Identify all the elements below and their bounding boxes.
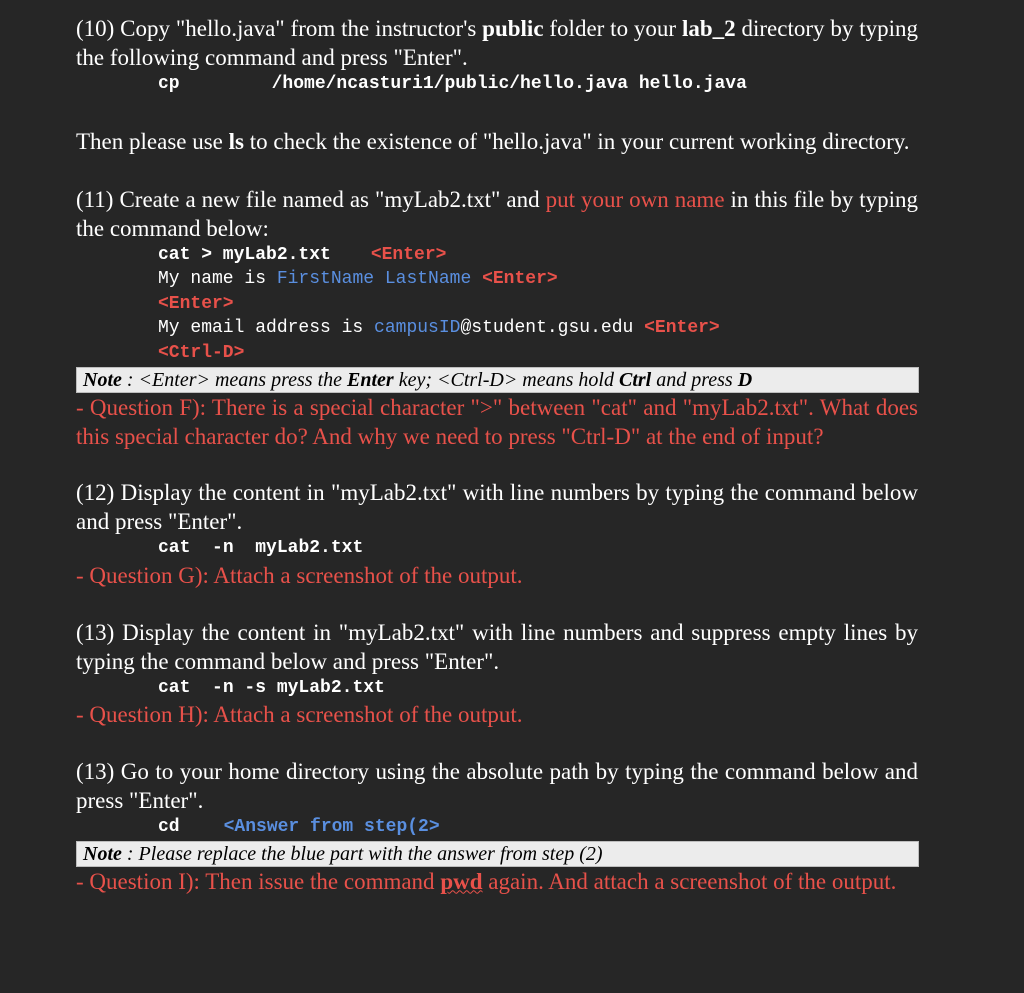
cp-cmd-name: cp (158, 74, 180, 94)
cd-command (76, 815, 918, 840)
ctrl-d-line (76, 341, 918, 366)
ns-args: -n -s myLab2.txt (212, 677, 385, 698)
ls-instruction (76, 127, 918, 156)
own-name-highlight: put your own name (545, 186, 725, 212)
step-10-post: directory by typing the following command and press "Enter". (76, 16, 918, 70)
question-h: - Question H): Attach a screenshot of the output. (76, 702, 523, 727)
note-box-replace (76, 841, 919, 867)
answer-placeholder: <Answer from step(2> (223, 817, 440, 837)
enter-key-3: <Enter> (158, 293, 234, 314)
lab2-dir-bold: lab_2 (681, 16, 736, 41)
blank-line (76, 292, 918, 317)
note-sep: : <Enter> means press the (121, 369, 347, 391)
step-11-pre: (11) Create a new file named as "myLab2.txt" and (76, 186, 546, 212)
campus-id-placeholder: campusID (374, 318, 461, 338)
question-i-post: again. And attach a screenshot of the output. (482, 868, 897, 894)
cp-cmd-args: /home/ncasturi1/public/hello.java hello.java (271, 74, 747, 94)
email-line (76, 316, 918, 341)
pwd-cmd: pwd (440, 868, 483, 894)
note-mid: key; <Ctrl-D> means hold (393, 369, 619, 391)
cat-cmd-2: cat (158, 677, 191, 698)
step-10-text (76, 14, 918, 72)
note-text-2: : Please replace the blue part with the answer from step (2) (121, 842, 603, 865)
enter-key-1: <Enter> (370, 244, 447, 265)
question-g: - Question G): Attach a screenshot of the output. (76, 562, 523, 588)
note-enter: Enter (347, 369, 394, 391)
step-11-text (76, 185, 918, 243)
n-flag: -n (212, 538, 234, 558)
ls-post: to check the existence of "hello.java" in your current working directory. (243, 128, 910, 154)
step-10-pre: (10) Copy "hello.java" from the instructor's (76, 16, 483, 41)
ls-bold: ls (228, 128, 244, 154)
ls-pre: Then please use (76, 128, 229, 154)
step-13a-text: (13) Display the content in "myLab2.txt" with line numbers and suppress empty lines by typing the command below and press "Enter". (76, 619, 918, 674)
cd-cmd: cd (158, 817, 180, 837)
note-label: Note (83, 369, 122, 391)
cat-command-line (76, 243, 918, 268)
name-placeholder: FirstName LastName (276, 269, 472, 289)
cp-command (76, 72, 918, 97)
question-f: - Question F): There is a special character ">" between "cat" and "myLab2.txt". What does this special character do? And why we need to press "Ctrl-D" at the end of input? (76, 395, 918, 449)
enter-key-4: <Enter> (644, 318, 720, 338)
note-d: D (737, 369, 753, 391)
cat-redirect-cmd: cat > myLab2.txt (158, 244, 331, 265)
enter-key-2: <Enter> (482, 269, 558, 289)
step-12-text: (12) Display the content in "myLab2.txt" with line numbers by typing the command below and press "Enter". (76, 480, 918, 534)
name-line (76, 267, 918, 292)
note-and: and press (651, 369, 738, 391)
cat-ns-command (76, 676, 918, 701)
step-11-post: in this file by typing the command below: (76, 186, 918, 241)
email-domain: @student.gsu.edu (460, 318, 634, 338)
lab-instructions (76, 0, 918, 896)
file-arg: myLab2.txt (255, 538, 364, 558)
note-label-2: Note (83, 842, 122, 865)
name-line-pre: My name is (158, 269, 277, 289)
cat-cmd: cat (158, 538, 191, 558)
public-folder-bold: public (482, 16, 544, 41)
email-line-pre: My email address is (158, 318, 375, 338)
ctrl-d-key: <Ctrl-D> (158, 342, 245, 363)
step-13b-text: (13) Go to your home directory using the absolute path by typing the command below and press "Enter". (76, 759, 918, 813)
question-i-pre: - Question I): Then issue the command (76, 868, 441, 894)
step-10-mid: folder to your (543, 16, 682, 41)
question-i (76, 867, 918, 896)
note-ctrl: Ctrl (618, 369, 652, 391)
cat-n-command (76, 536, 918, 561)
note-box-keys (76, 367, 919, 393)
